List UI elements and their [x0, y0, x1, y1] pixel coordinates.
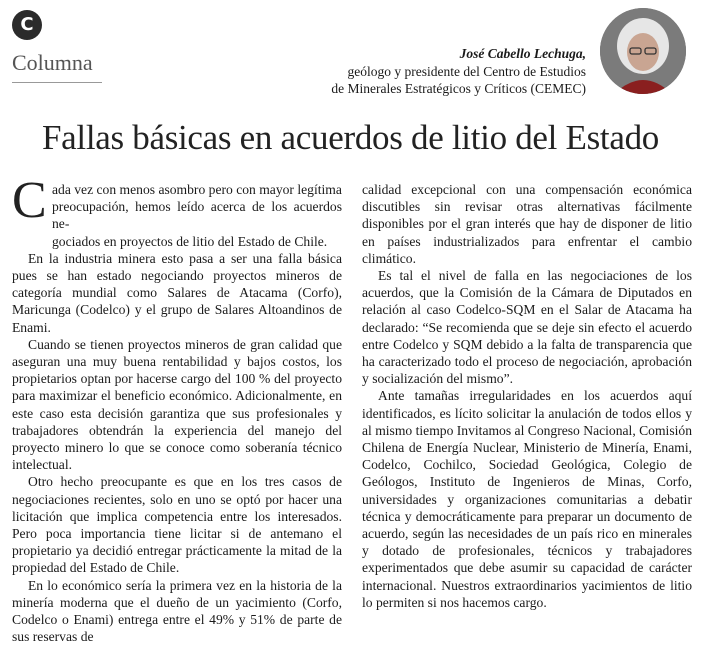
author-portrait-icon [600, 8, 686, 94]
paragraph-1-line-3: gociados en proyectos de litio del Estado de Chile. [52, 233, 328, 249]
column-badge: C [12, 10, 42, 40]
paragraph-4: Otro hecho preocupante es que en los tres casos de negociaciones recientes, solo en uno se optó por hacer una licitación que implica competencia entre los interesados. Pero poca importancia tiene licitar si de antemano el propietario ya decidió entregar prácticamente la mitad de la propiedad del Estado de Chile. [12, 474, 342, 576]
paragraph-7: Ante tamañas irregularidades en los acuerdos aquí identificados, es lícito solicitar la anulación de todos ellos y al mismo tiempo Invitamos al Congreso Nacional, Comisión Chilena de Energía Nuclear, Ministerio de Minería, Enami, Codelco, Cochilco, Sociedad Geológica, Colegio de Geólogos, Instituto de Ingenieros de Minas, Corfo, universidades y organizaciones comunitarias a debatir técnica y democráticamente para preparar un documento de acuerdo, según las necesidades de un país rico en minerales y dotado de profesionales, técnicos y trabajadores experimentados que debe asumir su capacidad de carácter internacional. Nuestros extraordinarios yacimientos de litio lo permiten si nos hacemos cargo. [362, 388, 692, 610]
paragraph-1-line-2: preocupación, hemos leído acerca de los acuerdos ne- [52, 199, 342, 232]
section-label: Columna [12, 50, 93, 75]
drop-cap: C [12, 172, 47, 229]
headline: Fallas básicas en acuerdos de litio del Estado [42, 118, 659, 157]
paragraph-1-line-1: ada vez con menos asombro pero con mayor legítima [52, 182, 342, 197]
author-name: José Cabello Lechuga, [459, 46, 586, 61]
author-role-line-1: geólogo y presidente del Centro de Estudios [347, 63, 586, 79]
section-divider [12, 82, 102, 83]
paragraph-2: En la industria minera esto pasa a ser una falla básica pues se han estado negociando proyectos mineros de categoría mundial como Salares de Atacama (Corfo), Maricunga (Codelco) y el grupo de Salares Altoandinos de Enami. [12, 250, 342, 335]
paragraph-5: En lo económico sería la primera vez en la historia de la minería moderna que el dueño de un yacimiento (Corfo, Codelco o Enami) entrega entre el 49% y 51% de parte de sus reservas de [12, 577, 342, 645]
author-role-line-2: de Minerales Estratégicos y Críticos (CEMEC) [331, 81, 586, 96]
paragraph-6: Es tal el nivel de falla en las negociaciones de los acuerdos, que la Comisión de la Cámara de Diputados en relación al caso Codelco-SQM en el Salar de Atacama ha declarado: “Se recomienda que se deje sin efecto el acuerdo entre Codelco y SQM debido a la falta de transparencia que ha caracterizado todo el proceso de negociación, aprobación y socialización del mismo”. [362, 268, 692, 387]
author-photo [600, 8, 686, 94]
paragraph-5-continued: calidad excepcional con una compensación económica discutibles sin revisar otras alternativas fácilmente disponibles por el gran interés que hay de disponer de litio en países industrializados para enfrentar el cambio climático. [362, 182, 692, 266]
author-byline [331, 45, 586, 98]
article-column-right [362, 181, 692, 611]
article-column-left [12, 181, 342, 645]
paragraph-3: Cuando se tienen proyectos mineros de gran calidad que aseguran una muy buena rentabilidad y bajos costos, los propietarios optan por hacerse cargo del 100 % del proyecto para maximizar el beneficio económico. Adicionalmente, en este caso esta decisión garantiza que sus profesionales y trabajadores obtendrán la experiencia del manejo del proyecto minero lo que se conoce como soberanía técnico intelectual. [12, 336, 342, 473]
